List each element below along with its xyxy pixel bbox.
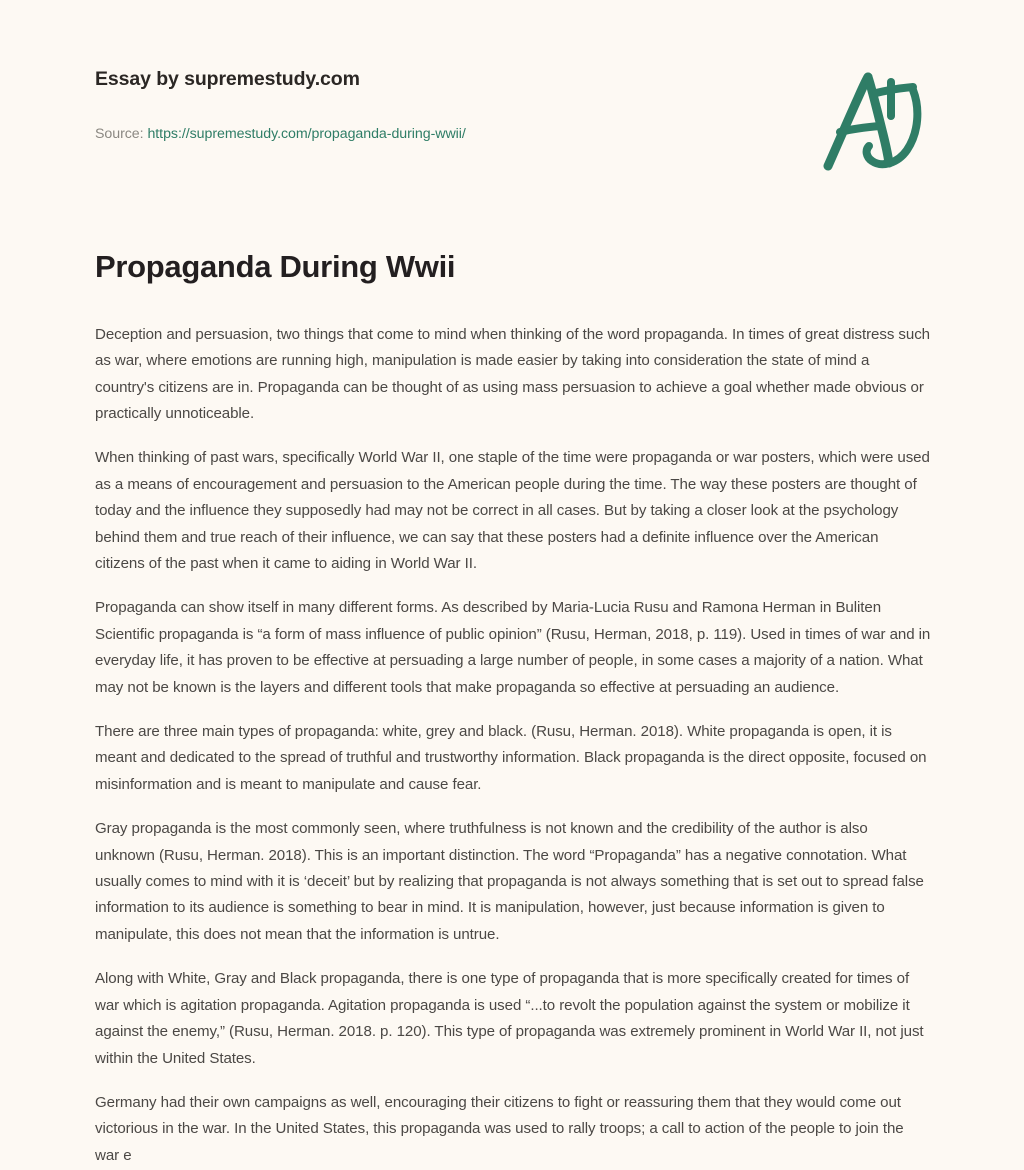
article-paragraph: Propaganda can show itself in many different forms. As described by Maria-Lucia Rusu and Ramona Herman in Buliten Scientific propaganda is “a form of mass influence of public opinion” (Rusu, Herman, 2018, p. 119). Used in times of war and in everyday life, it has proven to be effective at persuading a large number of people, in some cases a majority of a nation. What may not be known is the layers and different tools that make propaganda so effective at persuading an audience. xyxy=(95,599,931,696)
source-link[interactable]: https://supremestudy.com/propaganda-during-wwii/ xyxy=(147,126,466,142)
article-body xyxy=(95,248,931,1169)
a-plus-logo-icon xyxy=(812,62,928,174)
essay-byline: Essay by supremestudy.com xyxy=(95,68,360,90)
article-paragraph: Gray propaganda is the most commonly seen, where truthfulness is not known and the credibility of the author is also unknown (Rusu, Herman. 2018). This is an important distinction. The word “Propaganda” has a negative connotation. What usually comes to mind with it is ‘deceit’ but by realizing that propaganda is not always something that is set out to spread false information to its audience is something to bear in mind. It is manipulation, however, just because information is given to manipulate, this does not mean that the information is untrue. xyxy=(95,820,924,943)
article-paragraph: Germany had their own campaigns as well, encouraging their citizens to fight or reassuring them that they would come out victorious in the war. In the United States, this propaganda was used to rally troops; a call to action of the people to join the war e xyxy=(95,1093,904,1164)
page-title: Propaganda During Wwii xyxy=(95,249,456,284)
article-paragraph: Along with White, Gray and Black propaganda, there is one type of propaganda that is more specifically created for times of war which is agitation propaganda. Agitation propaganda is used “...to revolt the population against the system or mobilize it against the enemy,” (Rusu, Herman. 2018. p. 120). This type of propaganda was extremely prominent in World War II, not just within the United States. xyxy=(95,970,924,1067)
source-label: Source: xyxy=(95,126,144,142)
article-paragraph: When thinking of past wars, specifically World War II, one staple of the time were propaganda or war posters, which were used as a means of encouragement and persuasion to the American people during the time. The way these posters are thought of today and the influence they supposedly had may not be correct in all cases. But by taking a closer look at the psychology behind them and true reach of their influence, we can say that these posters had a definite influence over the American citizens of the past when it came to aiding in World War II. xyxy=(95,449,930,572)
source-line xyxy=(95,126,466,142)
article-paragraph: Deception and persuasion, two things that come to mind when thinking of the word propaganda. In times of great distress such as war, where emotions are running high, manipulation is made easier by taking into consideration the state of mind a country's citizens are in. Propaganda can be thought of as using mass persuasion to achieve a goal whether made obvious or practically unnoticeable. xyxy=(95,325,930,422)
page-header xyxy=(0,0,1024,200)
article-paragraph: There are three main types of propaganda: white, grey and black. (Rusu, Herman. 2018). White propaganda is open, it is meant and dedicated to the spread of truthful and trustworthy information. Black propaganda is the direct opposite, focused on misinformation and is meant to manipulate and cause fear. xyxy=(95,723,927,793)
